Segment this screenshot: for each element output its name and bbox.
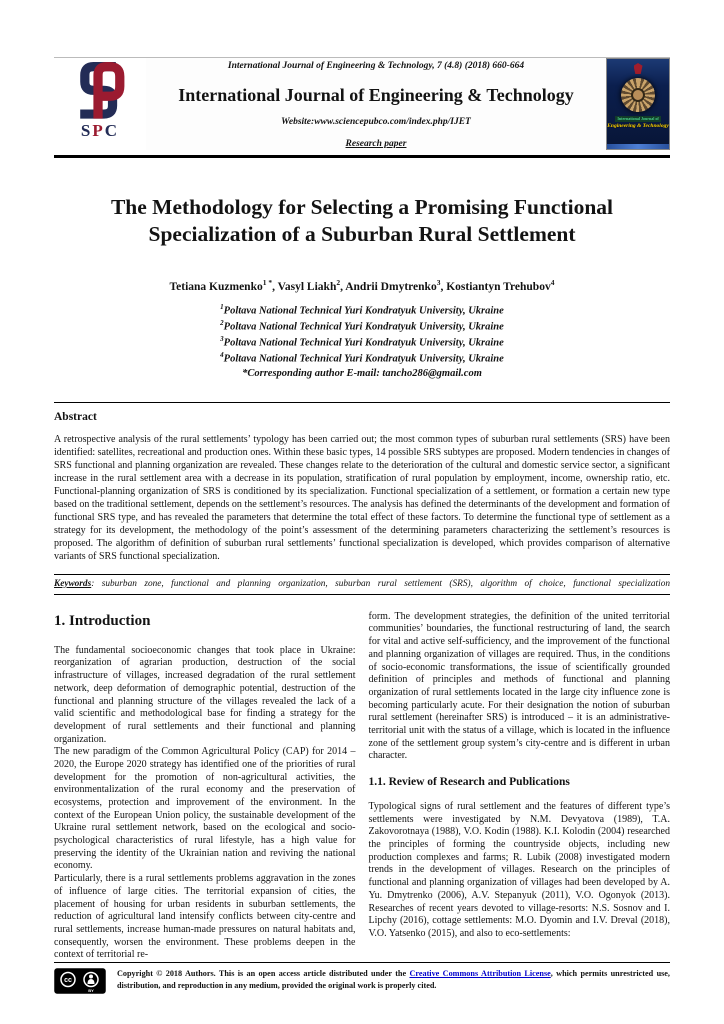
affiliation-ref: 2	[220, 319, 224, 328]
subsection-heading-review: 1.1. Review of Research and Publications	[368, 776, 570, 789]
body-columns	[54, 611, 670, 962]
affiliation-text: Poltava National Technical Yuri Kondratyuk University, Ukraine	[223, 353, 504, 365]
cover-gear-icon	[621, 78, 655, 112]
author-name: Kostiantyn Trehubov	[446, 280, 551, 293]
paper-title: The Methodology for Selecting a Promising Functional Specialization of a Suburban Rural Settlement	[110, 195, 614, 247]
author-affil-ref: 1 *	[262, 277, 273, 287]
spc-letter: C	[104, 121, 120, 140]
affiliation-line	[54, 319, 670, 335]
affiliation-text: Poltava National Technical Yuri Kondratyuk University, Ukraine	[223, 321, 504, 333]
spc-letter: P	[92, 121, 105, 140]
affiliation-ref: 4	[220, 351, 224, 360]
cover-subtitle: International Journal of	[617, 116, 659, 121]
left-column	[54, 611, 356, 962]
cc-by-label: BY	[88, 987, 94, 993]
authors-line	[54, 278, 670, 293]
journal-website: Website:www.sciencepubco.com/index.php/IJET	[281, 117, 471, 128]
journal-name: International Journal of Engineering & Technology	[178, 84, 574, 105]
section-heading-introduction: 1. Introduction	[54, 612, 151, 629]
author-name: Vasyl Liakh	[277, 280, 337, 293]
copyright-text	[117, 968, 670, 992]
affiliation-text: Poltava National Technical Yuri Kondratyuk University, Ukraine	[223, 337, 504, 349]
cc-by-badge-svg	[54, 968, 106, 994]
affiliation-line	[54, 351, 670, 367]
author-separator: ,	[272, 280, 278, 293]
cover-bottom-strip	[607, 144, 669, 149]
corresponding-author-line: *Corresponding author E-mail: tancho286@gmail.com	[242, 368, 482, 380]
creative-commons-license-link[interactable]: Creative Commons Attribution License	[409, 968, 551, 978]
keywords-text: : suburban zone, functional and planning organization, suburban rural settlement (SRS), algorithm of choice, functional specialization	[91, 578, 670, 589]
journal-header	[54, 57, 670, 158]
right-column	[369, 611, 671, 962]
author-affil-ref: 2	[336, 277, 341, 287]
copyright-prefix: Copyright © 2018 Authors. This is an open access article distributed under the	[117, 968, 410, 978]
copyright-footer	[54, 962, 670, 999]
journal-header-center	[146, 58, 606, 150]
abstract-heading: Abstract	[54, 410, 97, 423]
affiliation-text: Poltava National Technical Yuri Kondratyuk University, Ukraine	[223, 305, 504, 317]
intro-paragraph-3: Particularly, there is a rural settlements problems aggravation in the zones of influence of large cities. The territorial expansion of cities, the placement of housing for urban residents in suburban settlements, the reduction of agricultural land intensify conflicts between city-centre and rural settlements, increase human-made pressures on natural habitats and, consequently, worsen the environment. These problems deepen in the context of territorial re-	[54, 873, 356, 961]
abstract-top-rule	[54, 402, 670, 403]
journal-citation: International Journal of Engineering & Technology, 7 (4.8) (2018) 660-664	[227, 61, 525, 71]
intro-paragraph-1: The fundamental socioeconomic changes that took place in Ukraine: reorganization of agrarian production, destruction of the social infrastructure of villages, increased degradation of the rural settlement network, deep deformation of demographic potential, destruction of the functional and planning structure of the villages revealed the lack of a valid scientific and methodological base for finding a strategy for the development of rural settlements and their functional and planning organization.	[54, 644, 356, 745]
keywords-line	[54, 574, 670, 595]
author-name: Tetiana Kuzmenko	[169, 280, 263, 293]
intro-paragraph-2: The new paradigm of the Common Agricultural Policy (CAP) for 2014 – 2020, the Europe 2020 strategy has identified one of the priorities of rural development for the promotion of non-agricultural activities, the environmentalization of the rural economy and the preservation of ecosystems, protection and improvement of the environment. In the context of the European Union policy, the sustainable development of the Ukraine rural settlement network, based on the ecological and socio-psychological characteristics of rural lifestyle, has a high value for preserving the identity of the Ukrainian nation and reviving the national economy.	[54, 746, 356, 872]
author-name: Andrii Dmytrenko	[345, 280, 437, 293]
intro-paragraph-continuation: form. The development strategies, the definition of the united territorial communities’ boundaries, the functional restructuring of land, the search for vital and active self-sufficiency, and the improvement of the functional and planning organization of villages are required. Thus, in the conditions of socio-economic transformations, the issue of scientifically grounded definition of principles and methods of functional and planning organization of rural settlements located in the large city influence zone is becoming particularly acute. For their designation the notion of suburban rural settlement (hereinafter SRS) is introduced – it is an administrative-territorial unit with the status of a village, which is located in the influence zone of the settlement group system’s city-centre and is different in urban character.	[368, 610, 670, 762]
affiliation-ref: 3	[220, 335, 224, 344]
svg-text:cc: cc	[64, 976, 72, 984]
author-affil-ref: 4	[550, 277, 555, 287]
paper-type-label: Research paper	[345, 138, 407, 149]
abstract-text: A retrospective analysis of the rural settlements’ typology has been carried out; the most common types of suburban rural settlements (SRS) have been identified: satellites, recreational and production ones. Within these basic types, 14 possible SRS subtypes are proposed. Modern tendencies in changes of SRS functional and planning organization are revealed. These changes relate to the deterioration of the cultural and domestic service sector, a significant increase in the rural settlement area with a decrease in its population, stratification of rural population by employment, income, ownership ratio, etc. Functional-planning organization of SRS is conditioned by its specialization. Functional specialization of a settlement, or formation a certain new type based on the traditional settlement, depends on the settlement’s resources. The analysis has defined the determinants of the development and formation of functional SRS type, and has revealed the parameters that determine the total effect of these factors. To determine the functional type of settlement as a strategy for its development, the methodology of the point’s assessment of the determining parameters characterizing the settlement’s resources is proposed. The algorithm of definition of suburban rural settlements’ functional specialization is developed, which provides comparison of alternative variants of SRS functional specialization.	[54, 433, 670, 562]
affiliation-ref: 1	[220, 303, 224, 312]
copyright-suffix: , which permits unrestricted use, distribution, and reproduction in any medium, provided the original work is properly cited.	[117, 968, 670, 990]
affiliations-block	[54, 303, 670, 381]
cc-by-badge-icon	[54, 968, 106, 999]
journal-cover-thumbnail	[606, 58, 670, 150]
review-paragraph: Typological signs of rural settlement and the features of different type’s settlements were investigated by N.M. Devyatova (1989), T.A. Zakovorotnaya (1988), V.O. Kodin (1988). K.I. Kolodin (2004) researched the principles of forming the countryside objects, including new production complexes and farms; R. Lubik (2008) investigated modern trends in the development of villages. Research on the principles of functional and planning organization of villages had been developed by A. Yu. Dmytrenko (2006), A.V. Stepanyuk (2011), V.O. Ogonyok (2013). Researches of recent years devoted to village-resorts: N.S. Sosnov and I. Lipchy (2016), cottage settlements: M.O. Dyomin and I.V. Dreval (2018), V.O. Yatsenko (2015), and also to eco-settlements:	[368, 801, 670, 939]
spc-publisher-logo	[54, 58, 146, 150]
author-separator: ,	[440, 280, 447, 293]
spc-monogram-icon	[67, 58, 133, 120]
spc-letter: S	[80, 121, 93, 140]
author-affil-ref: 3	[436, 277, 441, 287]
author-separator: ,	[340, 280, 346, 293]
cover-emblem-icon	[634, 63, 643, 74]
affiliation-line	[54, 335, 670, 351]
affiliation-line	[54, 303, 670, 319]
keywords-label: Keywords	[54, 578, 92, 589]
spc-wordmark	[81, 121, 119, 141]
cover-title: Engineering & Technology	[607, 122, 669, 129]
